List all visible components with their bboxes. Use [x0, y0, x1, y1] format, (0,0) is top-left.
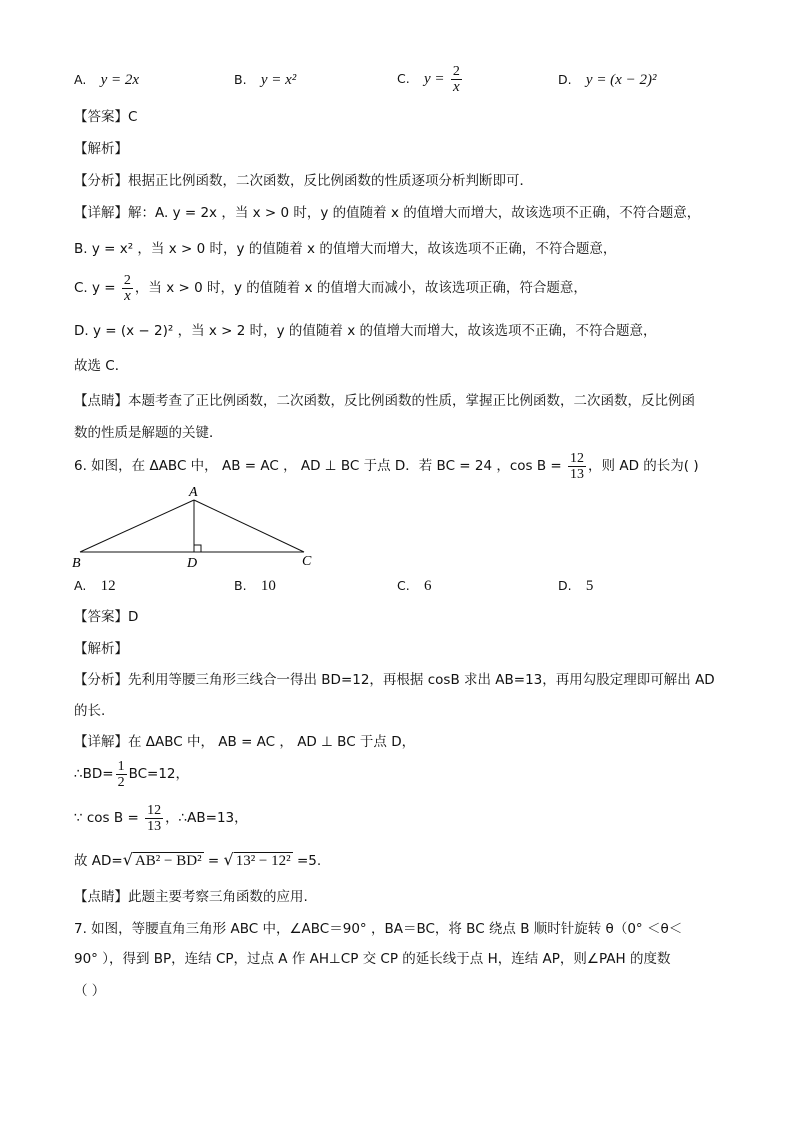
- step-suffix: BC=12，: [128, 766, 190, 782]
- vertex-label-c: C: [302, 554, 312, 569]
- stem-prefix: 6. 如图，在 ΔABC 中， AB = AC ， AD ⊥ BC 于点 D．若 BC = 24 ，cos B =: [74, 458, 562, 474]
- q5-option-a: [74, 72, 139, 89]
- option-value: 5: [585, 578, 594, 594]
- fraction-denominator: 13: [570, 466, 585, 482]
- q6-fenxi-2: 的长.: [74, 703, 106, 719]
- q7-stem-3: （ ）: [74, 983, 106, 999]
- right-angle-mark: [194, 545, 201, 552]
- fenxi-tag: 【分析】: [74, 672, 128, 688]
- vertex-label-d: D: [187, 556, 198, 571]
- q6-option-a: [74, 578, 116, 595]
- step-prefix: 故 AD=: [74, 853, 123, 869]
- option-label: C.: [397, 578, 410, 593]
- option-expression: y = x²: [260, 72, 297, 88]
- q6-xiangjie-1: [74, 733, 415, 751]
- dianjing-text: 此题主要考察三角函数的应用.: [128, 889, 308, 905]
- xiangjie-text: 解：A. y = 2x ，当 x > 0 时，y 的值随着 x 的值增大而增大，故该选项不正确，不符合题意，: [128, 205, 701, 221]
- vertex-label-b: B: [72, 556, 81, 571]
- fraction-denominator: 2: [117, 774, 125, 790]
- option-label: D.: [558, 578, 572, 593]
- option-value: 10: [260, 578, 276, 594]
- fraction-numerator: 12: [147, 802, 162, 818]
- option-label: B.: [234, 578, 247, 593]
- q6-step-4: [74, 851, 321, 870]
- option-label: B.: [234, 72, 247, 87]
- q6-option-d: [558, 578, 593, 595]
- fraction: [451, 64, 462, 95]
- q6-fenxi-1: [74, 671, 715, 689]
- fenxi-text: 先利用等腰三角形三线合一得出 BD=12，再根据 cosB 求出 AB=13，再用勾股定理即可解出 AD: [128, 672, 715, 688]
- option-label: C.: [397, 71, 410, 86]
- fraction: [116, 759, 127, 790]
- option-expression: y = (x − 2)²: [585, 72, 657, 88]
- dianjing-tag: 【点睛】: [74, 393, 128, 409]
- answer-tag: 【答案】: [74, 609, 128, 625]
- dianjing-tag: 【点睛】: [74, 889, 128, 905]
- q5-answer: [74, 108, 137, 126]
- q5-option-d: [558, 72, 656, 89]
- step-prefix: ∵ cos B =: [74, 810, 139, 826]
- side-ab: [80, 500, 194, 552]
- option-value: 6: [424, 578, 432, 594]
- fenxi-text: 根据正比例函数，二次函数，反比例函数的性质逐项分析判断即可．: [128, 173, 533, 189]
- option-expression-prefix: y =: [424, 71, 445, 87]
- q5-option-c: [397, 64, 464, 95]
- answer-value: C: [128, 109, 138, 125]
- stem-suffix: ，则 AD 的长为( ): [588, 458, 699, 474]
- line-prefix: C. y =: [74, 280, 116, 296]
- fraction: [145, 803, 163, 834]
- q6-option-b: [234, 578, 276, 595]
- fenxi-tag: 【分析】: [74, 173, 128, 189]
- q6-step-2: [74, 756, 189, 792]
- q5-analysis-tag: 【解析】: [74, 141, 128, 157]
- q5-xiangjie-d: D. y = (x − 2)² ，当 x > 2 时，y 的值随着 x 的值增大而增大，故该选项不正确，不符合题意，: [74, 323, 657, 339]
- step-prefix: ∴BD=: [74, 766, 114, 782]
- q6-dianjing: [74, 888, 308, 906]
- answer-tag: 【答案】: [74, 109, 128, 125]
- radicand: AB² − BD²: [134, 853, 202, 869]
- fraction-numerator: 12: [570, 450, 585, 466]
- line-suffix: ，当 x > 0 时，y 的值随着 x 的值增大而减小，故该选项正确，符合题意，: [134, 280, 587, 296]
- fraction: [568, 451, 586, 482]
- q5-xiangjie-c: [74, 270, 587, 306]
- q7-stem-2: 90° ），得到 BP，连结 CP，过点 A 作 AH⊥CP 交 CP 的延长线于点 H，连结 AP，则∠PAH 的度数: [74, 951, 671, 967]
- radicand: 13² − 12²: [235, 853, 291, 869]
- q6-answer: [74, 608, 138, 626]
- fraction-denominator: 13: [147, 818, 162, 834]
- q6-stem: [74, 446, 699, 486]
- q5-dianjing-2: 数的性质是解题的关键．: [74, 425, 223, 441]
- q6-step-3: [74, 800, 248, 836]
- fraction: [122, 273, 133, 304]
- option-label: A.: [74, 72, 87, 87]
- equals: =: [203, 853, 224, 869]
- q6-option-c: [397, 578, 432, 595]
- xiangjie-tag: 【详解】: [74, 734, 128, 750]
- q5-fenxi: [74, 172, 533, 190]
- q5-xiangjie-a: [74, 204, 700, 222]
- step-suffix: =5.: [292, 853, 322, 869]
- fraction-numerator: 2: [123, 272, 131, 288]
- answer-value: D: [128, 609, 139, 625]
- option-label: D.: [558, 72, 572, 87]
- option-label: A.: [74, 578, 87, 593]
- fraction-numerator: 2: [452, 64, 460, 79]
- step-suffix: ，∴AB=13，: [165, 810, 248, 826]
- q6-analysis-tag: 【解析】: [74, 641, 128, 657]
- xiangjie-text: 在 ΔABC 中， AB = AC ， AD ⊥ BC 于点 D，: [128, 734, 416, 750]
- triangle-figure: [70, 484, 320, 572]
- q5-xiangjie-b: B. y = x² ，当 x > 0 时，y 的值随着 x 的值增大而增大，故该选项不正确，不符合题意，: [74, 241, 617, 257]
- xiangjie-tag: 【详解】: [74, 205, 128, 221]
- radical-sign-icon: √: [223, 850, 234, 869]
- fraction-numerator: 1: [117, 758, 125, 774]
- option-expression: y = 2x: [100, 72, 140, 88]
- option-value: 12: [100, 578, 116, 594]
- fraction-denominator: x: [124, 287, 131, 304]
- q5-conclusion: 故选 C．: [74, 358, 129, 374]
- dianjing-text: 本题考查了正比例函数，二次函数，反比例函数的性质，掌握正比例函数，二次函数，反比例函: [128, 393, 695, 409]
- vertex-label-a: A: [189, 485, 198, 500]
- q5-dianjing-1: [74, 392, 695, 410]
- radical-sign-icon: √: [122, 850, 133, 869]
- q5-option-b: [234, 72, 296, 89]
- side-ac: [194, 500, 304, 552]
- fraction-denominator: x: [452, 79, 460, 95]
- q7-stem-1: 7. 如图，等腰直角三角形 ABC 中，∠ABC＝90° ，BA＝BC，将 BC 绕点 B 顺时针旋转 θ（0° ＜θ＜: [74, 921, 683, 937]
